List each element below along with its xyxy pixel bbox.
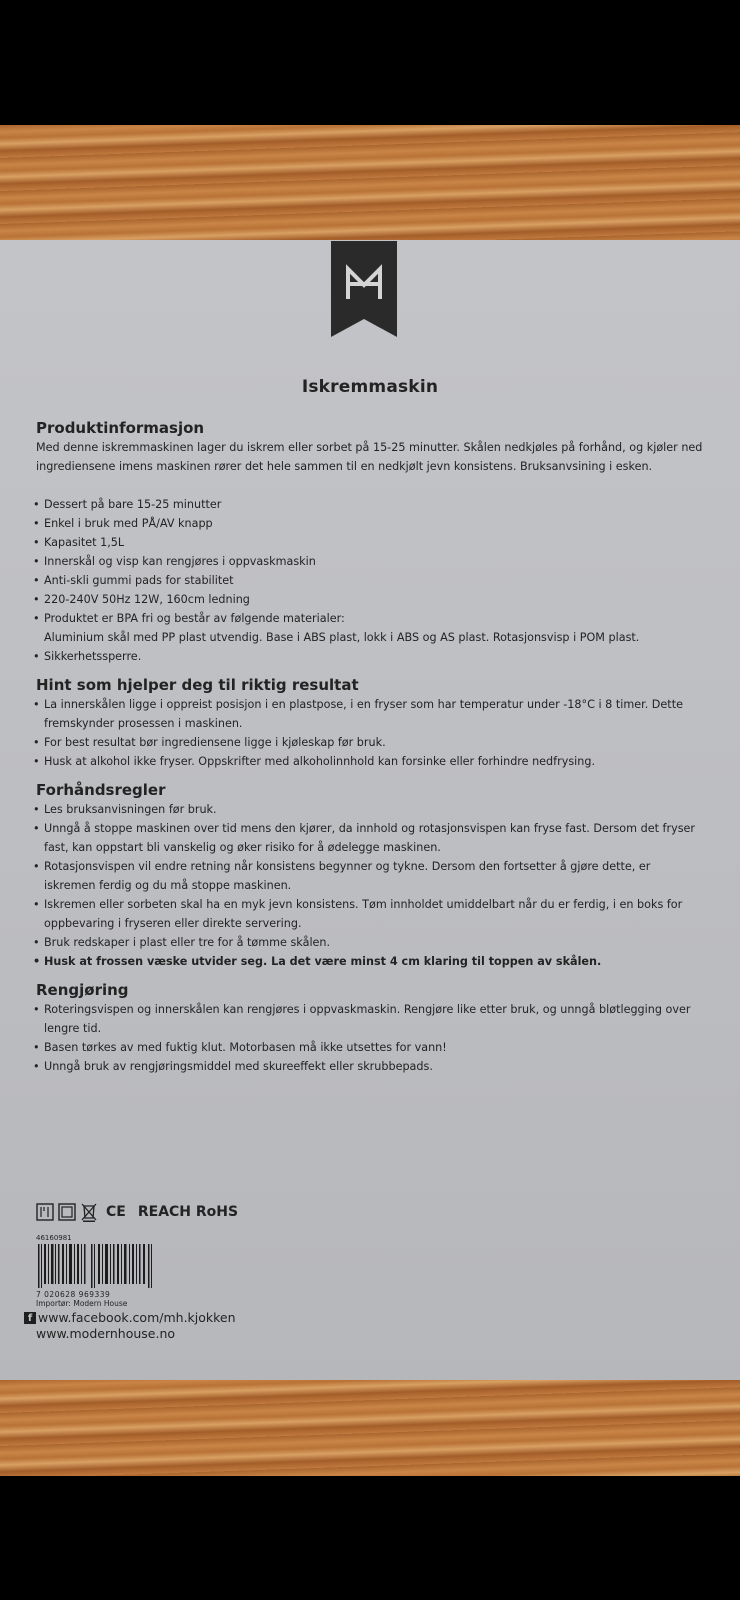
section-heading: Rengjøring <box>36 981 129 999</box>
list-item: • Produktet er BPA fri og består av følgende materialer: <box>36 609 716 628</box>
list-item: • Bruk redskaper i plast eller tre for å tømme skålen. <box>36 933 716 952</box>
weee-bin-icon <box>80 1202 98 1222</box>
page-title: Iskremmaskin <box>301 377 439 397</box>
wooden-table-bottom <box>0 1380 740 1476</box>
facebook-url[interactable]: www.facebook.com/mh.kjokken <box>38 1310 236 1325</box>
list-item: oppbevaring i fryseren eller direkte servering. <box>44 917 302 930</box>
list-item: Aluminium skål med PP plast utvendig. Base i ABS plast, lokk i ABS og AS plast. Rotasjonsvisp i POM plast. <box>44 631 640 644</box>
website-link[interactable]: www.modernhouse.no <box>36 1326 176 1341</box>
list-item: • Enkel i bruk med PÅ/AV knapp <box>36 514 716 533</box>
cleaning-list <box>36 1000 716 1076</box>
mh-logo-icon <box>331 241 397 337</box>
list-item: • Rotasjonsvispen vil endre retning når konsistens begynner og tykne. Dersom den fortsetter å gjøre dette, er <box>36 857 716 876</box>
intro-line: Med denne iskremmaskinen lager du iskrem eller sorbet på 15-25 minutter. Skålen nedkjøles på forhånd, og kjøler ned <box>36 441 703 454</box>
certification-icons <box>36 1200 436 1224</box>
barcode <box>36 1244 156 1288</box>
content <box>36 418 716 1076</box>
list-item: • Unngå å stoppe maskinen over tid mens den kjører, da innhold og rotasjonsvispen kan fryse fast. Dersom det fryser <box>36 819 716 838</box>
list-item: • Husk at frossen væske utvider seg. La det være minst 4 cm klaring til toppen av skålen. <box>36 952 716 971</box>
list-item: • Basen tørkes av med fuktig klut. Motorbasen må ikke utsettes for vann! <box>36 1038 716 1057</box>
list-item: • Unngå bruk av rengjøringsmiddel med skureeffekt eller skrubbepads. <box>36 1057 716 1076</box>
product-info-list <box>36 495 716 666</box>
item-code: 46160981 <box>36 1234 72 1242</box>
list-item: • 220-240V 50Hz 12W, 160cm ledning <box>36 590 716 609</box>
precautions-list <box>36 800 716 971</box>
tips-list <box>36 695 716 771</box>
barcode-number: 7 020628 969339 <box>36 1290 111 1299</box>
product-box-back <box>0 240 740 1380</box>
intro-line: ingrediensene imens maskinen rører det hele sammen til en nedkjølt jevn konsistens. Bruksanvsining i esken. <box>36 460 653 473</box>
footer <box>27 1200 436 1341</box>
list-item: • Iskremen eller sorbeten skal ha en myk jevn konsistens. Tøm innholdet umiddelbart når du er ferdig, i en boks for <box>36 895 716 914</box>
ce-mark: CE <box>106 1204 126 1220</box>
section-heading: Hint som hjelper deg til riktig resultat <box>36 676 359 694</box>
list-item: • Husk at alkohol ikke fryser. Oppskrifter med alkoholinnhold kan forsinke eller forhindre nedfrysing. <box>36 752 716 771</box>
list-item: • For best resultat bør ingrediensene ligge i kjøleskap før bruk. <box>36 733 716 752</box>
list-item: • Les bruksanvisningen før bruk. <box>36 800 716 819</box>
importer: Importør: Modern House <box>36 1299 128 1308</box>
section-heading: Produktinformasjon <box>36 419 205 437</box>
facebook-link[interactable] <box>24 1310 436 1325</box>
facebook-icon: f <box>24 1312 36 1324</box>
wooden-table-top <box>0 125 740 245</box>
list-item: fremskynder prosessen i maskinen. <box>44 717 243 730</box>
list-item: • Sikkerhetssperre. <box>36 647 716 666</box>
section-heading: Forhåndsregler <box>36 781 166 799</box>
list-item: fast, kan oppstart bli vanskelig og øker risiko for å ødelegge maskinen. <box>44 841 441 854</box>
reach-rohs-label: REACH RoHS <box>137 1204 239 1220</box>
list-item: • Innerskål og visp kan rengjøres i oppvaskmaskin <box>36 552 716 571</box>
list-item: • La innerskålen ligge i oppreist posisjon i en plastpose, i en fryser som har temperatur under -18°C i 8 timer. Dette <box>36 695 716 714</box>
food-safe-icon <box>36 1203 54 1221</box>
list-item: • Kapasitet 1,5L <box>36 533 716 552</box>
list-item: • Roteringsvispen og innerskålen kan rengjøres i oppvaskmaskin. Rengjøre like etter bruk, og unngå bløtlegging over <box>36 1000 716 1019</box>
list-item: iskremen ferdig og du må stoppe maskinen. <box>44 879 292 892</box>
dishwasher-safe-icon <box>58 1203 76 1221</box>
list-item: • Anti-skli gummi pads for stabilitet <box>36 571 716 590</box>
list-item: • Dessert på bare 15-25 minutter <box>36 495 716 514</box>
list-item: lengre tid. <box>44 1022 102 1035</box>
